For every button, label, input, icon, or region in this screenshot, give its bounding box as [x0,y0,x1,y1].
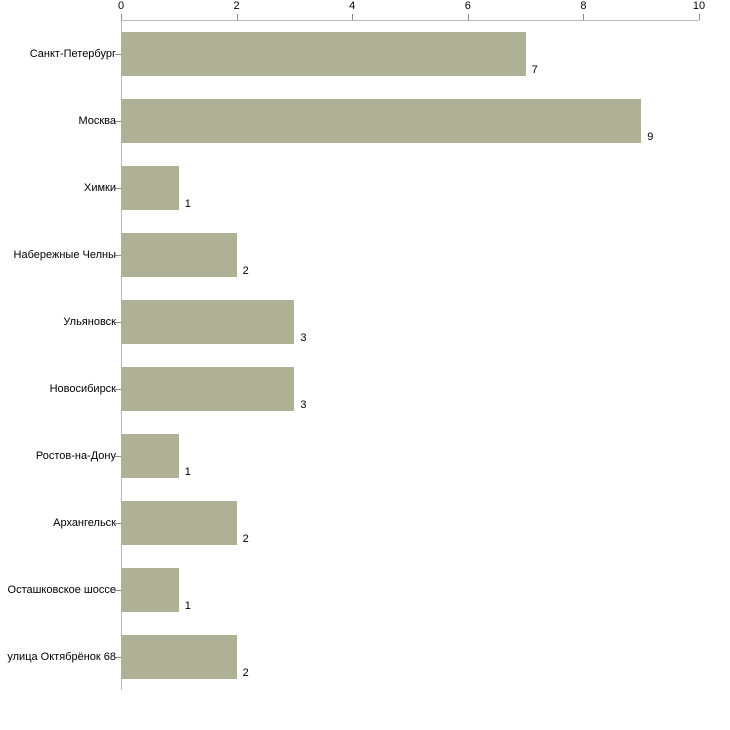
bar-value-label: 2 [242,666,249,679]
x-tick-mark [699,14,700,20]
category-label: Москва [78,114,116,127]
bar-value-label: 9 [647,130,654,143]
x-tick-mark [583,14,584,20]
bar[interactable] [121,99,641,143]
category-label: Ульяновск [63,315,116,328]
x-tick-mark [121,14,122,20]
bar-value-label: 1 [184,197,191,210]
x-tick-label: 8 [580,0,587,12]
x-tick-mark [237,14,238,20]
bar[interactable] [121,233,237,277]
category-label: Ростов-на-Дону [35,449,116,462]
bar-value-label: 3 [300,398,307,411]
bar-value-label: 7 [531,63,538,76]
bar[interactable] [121,434,179,478]
bar[interactable] [121,568,179,612]
bar[interactable] [121,300,294,344]
bar-value-label: 1 [184,465,191,478]
x-tick-label: 2 [233,0,240,12]
bar-value-label: 2 [242,532,249,545]
x-axis-line [121,20,699,21]
bar-value-label: 3 [300,331,307,344]
category-label: Химки [83,181,116,194]
category-label: Набережные Челны [13,248,116,261]
bar[interactable] [121,32,526,76]
bar[interactable] [121,367,294,411]
x-tick-mark [468,14,469,20]
x-tick-label: 4 [349,0,356,12]
x-tick-label: 10 [692,0,706,12]
category-label: Новосибирск [49,382,116,395]
bar-value-label: 2 [242,264,249,277]
x-tick-label: 6 [464,0,471,12]
category-label: Санкт-Петербург [29,47,116,60]
bar[interactable] [121,501,237,545]
bar[interactable] [121,166,179,210]
category-label: Осташковское шоссе [7,583,116,596]
x-tick-label: 0 [117,0,125,12]
bar[interactable] [121,635,237,679]
category-label: улица Октябрёнок 68 [7,650,116,663]
bar-value-label: 1 [184,599,191,612]
x-tick-mark [352,14,353,20]
category-label: Архангельск [53,516,116,529]
